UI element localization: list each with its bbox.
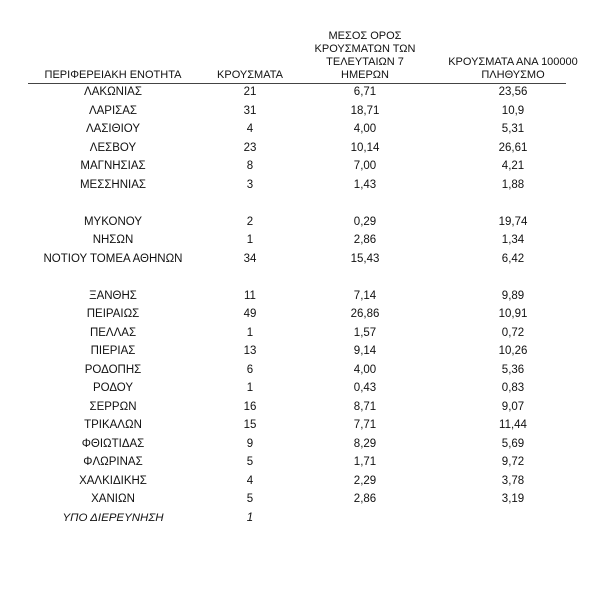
table-body — [0, 84, 600, 528]
cell-region: ΣΕΡΡΩΝ — [89, 400, 137, 413]
cell-per100k: 0,83 — [501, 382, 525, 394]
cell-region: ΜΑΓΝΗΣΙΑΣ — [80, 160, 146, 172]
cell-region: ΝΟΤΙΟΥ ΤΟΜΕΑ ΑΘΗΝΩΝ — [43, 252, 183, 265]
cell-avg7: 8,29 — [353, 437, 377, 450]
header-per100k-line1: ΚΡΟΥΣΜΑΤΑ ΑΝΑ 100000 — [448, 56, 578, 68]
cell-avg7: 1,43 — [353, 178, 377, 191]
cell-cases: 1 — [246, 511, 254, 524]
cell-region: ΧΑΛΚΙΔΙΚΗΣ — [79, 474, 147, 487]
cell-cases: 1 — [246, 234, 254, 246]
cell-avg7: 4,00 — [353, 363, 377, 376]
cell-per100k: 11,44 — [499, 419, 527, 431]
table-row — [0, 436, 600, 455]
table-row — [0, 121, 600, 140]
table-row — [0, 325, 600, 344]
header-avg7-line2: ΚΡΟΥΣΜΑΤΩΝ ΤΩΝ — [314, 43, 416, 55]
cell-avg7: 26,86 — [350, 308, 380, 320]
cell-avg7: 1,71 — [353, 456, 377, 468]
cell-region: ΧΑΝΙΩΝ — [91, 493, 135, 505]
cell-cases: 16 — [243, 400, 257, 413]
cell-region: ΡΟΔΟΠΗΣ — [84, 363, 142, 376]
cell-avg7: 15,43 — [350, 252, 380, 265]
header-avg7-line3: ΤΕΛΕΥΤΑΙΩΝ 7 ΗΜΕΡΩΝ — [326, 56, 404, 81]
cell-region: ΛΑΚΩΝΙΑΣ — [84, 86, 142, 98]
header-per100k — [436, 56, 590, 82]
cell-per100k: 26,61 — [498, 141, 528, 154]
spacer-row — [0, 269, 600, 288]
table-row — [0, 103, 600, 122]
cell-avg7: 2,29 — [353, 474, 377, 487]
header-avg7 — [302, 30, 428, 82]
table-row — [0, 158, 600, 177]
cell-cases: 2 — [246, 215, 254, 228]
cell-per100k: 19,74 — [498, 215, 528, 228]
table-row — [0, 454, 600, 473]
cell-per100k: 3,19 — [501, 493, 525, 505]
table-header — [0, 0, 600, 82]
cell-per100k: 6,42 — [501, 252, 525, 265]
cell-per100k: 5,31 — [501, 123, 525, 135]
cell-cases: 1 — [246, 382, 254, 394]
cell-per100k: 9,07 — [501, 400, 525, 413]
cell-per100k: 4,21 — [501, 160, 525, 172]
cell-avg7: 9,14 — [353, 345, 377, 357]
cell-per100k: 9,89 — [501, 289, 525, 302]
header-avg7-line1: ΜΕΣΟΣ ΟΡΟΣ — [328, 30, 402, 42]
cell-cases: 5 — [246, 493, 254, 505]
cell-per100k: 23,56 — [498, 86, 528, 98]
table-row — [0, 306, 600, 325]
table-row — [0, 343, 600, 362]
cell-cases: 4 — [246, 123, 254, 135]
cell-cases: 34 — [243, 252, 257, 265]
cell-avg7: 2,86 — [353, 493, 377, 505]
table-row — [0, 84, 600, 103]
cell-per100k: 10,9 — [501, 104, 525, 117]
cell-avg7: 6,71 — [353, 86, 377, 98]
table-row — [0, 214, 600, 233]
cell-avg7: 7,14 — [353, 289, 377, 302]
cell-per100k: 9,72 — [501, 456, 525, 468]
header-region-label: ΠΕΡΙΦΕΡΕΙΑΚΗ ΕΝΟΤΗΤΑ — [44, 69, 182, 81]
cell-cases: 31 — [243, 104, 257, 117]
cell-region: ΠΕΙΡΑΙΩΣ — [86, 308, 140, 320]
cell-region: ΝΗΣΩΝ — [92, 234, 134, 246]
cell-per100k: 10,91 — [498, 308, 528, 320]
header-region — [28, 69, 198, 82]
cell-cases: 5 — [246, 456, 254, 468]
cell-avg7: 18,71 — [350, 104, 380, 117]
cell-avg7: 10,14 — [350, 141, 380, 154]
cell-cases: 4 — [246, 474, 254, 487]
cell-region: ΠΕΛΛΑΣ — [89, 326, 137, 339]
header-cases-label: ΚΡΟΥΣΜΑΤΑ — [217, 69, 283, 81]
cell-cases: 8 — [246, 160, 254, 172]
table-row — [0, 380, 600, 399]
cell-region: ΜΕΣΣΗΝΙΑΣ — [79, 178, 147, 191]
cell-region: ΛΕΣΒΟΥ — [89, 141, 137, 154]
cell-region: ΦΘΙΩΤΙΔΑΣ — [81, 437, 145, 450]
table-row — [0, 491, 600, 510]
cell-per100k: 0,72 — [501, 326, 525, 339]
cell-per100k: 5,69 — [501, 437, 525, 450]
cell-cases: 15 — [243, 419, 257, 431]
cell-avg7: 0,43 — [353, 382, 377, 394]
table-row — [0, 251, 600, 270]
cell-avg7: 0,29 — [353, 215, 377, 228]
cell-cases: 49 — [243, 308, 257, 320]
header-cases — [208, 69, 292, 82]
cell-region: ΜΥΚΟΝΟΥ — [83, 215, 143, 228]
cell-avg7: 1,57 — [353, 326, 377, 339]
cell-avg7: 4,00 — [353, 123, 377, 135]
cell-per100k: 3,78 — [501, 474, 525, 487]
cell-region: ΡΟΔΟΥ — [92, 382, 134, 394]
cell-per100k: 5,36 — [501, 363, 525, 376]
spacer-row — [0, 195, 600, 214]
cell-avg7: 7,00 — [353, 160, 377, 172]
header-per100k-line2: ΠΛΗΘΥΣΜΟ — [481, 69, 545, 81]
table-row — [0, 510, 600, 529]
cell-cases: 9 — [246, 437, 254, 450]
cell-avg7: 7,71 — [353, 419, 377, 431]
cell-cases: 23 — [243, 141, 257, 154]
cell-cases: 11 — [244, 289, 256, 302]
cell-per100k: 10,26 — [498, 345, 528, 357]
cell-region: ΛΑΡΙΣΑΣ — [88, 104, 138, 117]
cell-region: ΞΑΝΘΗΣ — [89, 289, 137, 302]
cell-avg7: 2,86 — [353, 234, 377, 246]
cell-cases: 13 — [243, 345, 257, 357]
cell-per100k: 1,34 — [501, 234, 525, 246]
cell-per100k: 1,88 — [501, 178, 525, 191]
cell-cases: 1 — [246, 326, 254, 339]
cell-region: ΦΛΩΡΙΝΑΣ — [83, 456, 143, 468]
cell-cases: 3 — [246, 178, 254, 191]
table-row — [0, 399, 600, 418]
cell-region: ΥΠΟ ΔΙΕΡΕΥΝΗΣΗ — [62, 511, 164, 524]
table-row — [0, 177, 600, 196]
cell-cases: 21 — [243, 86, 257, 98]
cell-region: ΛΑΣΙΘΙΟΥ — [85, 123, 141, 135]
table-row — [0, 140, 600, 159]
cell-cases: 6 — [246, 363, 254, 376]
table-row — [0, 288, 600, 307]
cell-region: ΠΙΕΡΙΑΣ — [90, 345, 136, 357]
cell-region: ΤΡΙΚΑΛΩΝ — [84, 419, 142, 431]
table-row — [0, 417, 600, 436]
cell-avg7: 8,71 — [353, 400, 377, 413]
table-row — [0, 232, 600, 251]
table-row — [0, 473, 600, 492]
table-row — [0, 362, 600, 381]
